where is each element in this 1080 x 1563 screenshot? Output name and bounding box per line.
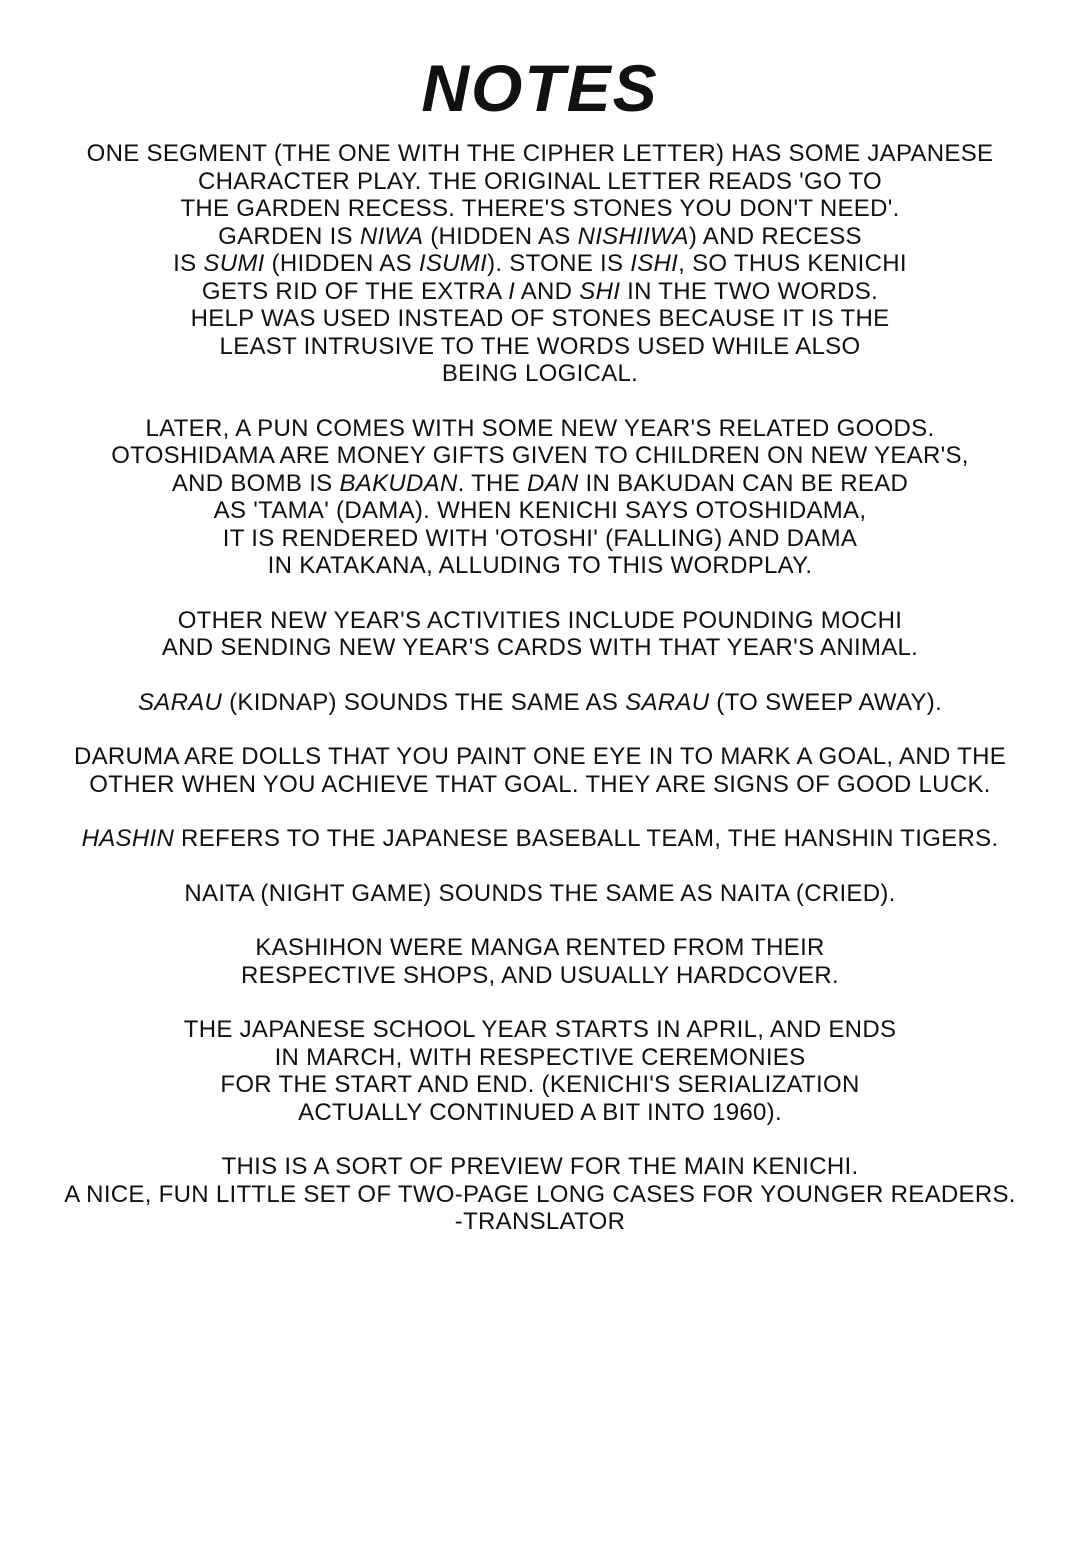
note-line: [60, 278, 1020, 306]
note-text: BEING LOGICAL.: [441, 360, 639, 387]
note-text: THIS IS A SORT OF PREVIEW FOR THE MAIN KENICHI.: [221, 1153, 859, 1180]
note-line: [60, 1153, 1020, 1181]
note-line: [60, 1044, 1020, 1072]
note-text: LATER, A PUN COMES WITH SOME NEW YEAR'S RELATED GOODS.: [145, 414, 935, 442]
note-text: REFERS TO THE JAPANESE BASEBALL TEAM, THE HANSHIN TIGERS.: [174, 825, 999, 852]
note-paragraph: [60, 880, 1020, 908]
note-line: [60, 1099, 1020, 1127]
note-paragraph: [60, 1016, 1020, 1126]
note-line: [60, 1071, 1020, 1099]
italic-term: SARAU: [625, 688, 710, 716]
note-paragraph: [60, 607, 1020, 662]
note-text: (HIDDEN AS: [423, 222, 578, 250]
note-line: [60, 1016, 1020, 1044]
notes-body: [60, 140, 1020, 1263]
note-text: , SO THUS KENICHI: [678, 250, 907, 277]
note-text: (KIDNAP) SOUNDS THE SAME AS: [222, 688, 626, 716]
note-text: KASHIHON WERE MANGA RENTED FROM THEIR: [255, 934, 825, 961]
note-line: [60, 140, 1020, 168]
note-paragraph: [60, 743, 1020, 798]
note-line: [60, 470, 1020, 498]
note-paragraph: [60, 689, 1020, 717]
italic-term: NISHIIWA: [577, 222, 689, 250]
note-text: AND SENDING NEW YEAR'S CARDS WITH THAT YEAR'S ANIMAL.: [161, 634, 919, 661]
note-line: [60, 333, 1020, 361]
note-line: [60, 442, 1020, 470]
note-paragraph: [60, 825, 1020, 853]
note-text: AS 'TAMA' (DAMA). WHEN KENICHI SAYS OTOSHIDAMA,: [213, 497, 867, 524]
note-line: [60, 689, 1020, 717]
note-text: (TO SWEEP AWAY).: [709, 688, 943, 716]
note-text: . THE: [457, 469, 527, 497]
page-title: NOTES: [421, 51, 659, 125]
note-text: -TRANSLATOR: [454, 1208, 626, 1235]
note-text: ACTUALLY CONTINUED A BIT INTO 1960).: [298, 1098, 782, 1126]
note-text: FOR THE START AND END. (KENICHI'S SERIALIZATION: [220, 1071, 860, 1098]
note-line: [60, 880, 1020, 908]
note-paragraph: [60, 1153, 1020, 1236]
note-line: [60, 934, 1020, 962]
italic-term: DAN: [526, 469, 579, 497]
note-text: A NICE, FUN LITTLE SET OF TWO-PAGE LONG CASES FOR YOUNGER READERS.: [64, 1180, 1016, 1208]
italic-term: BAKUDAN: [339, 469, 458, 497]
italic-term: SARAU: [137, 688, 223, 716]
note-paragraph: [60, 415, 1020, 580]
note-text: IN BAKUDAN CAN BE READ: [578, 469, 909, 497]
note-paragraph: [60, 140, 1020, 388]
note-text: THE GARDEN RECESS. THERE'S STONES YOU DON'T NEED'.: [180, 195, 900, 222]
note-line: [60, 525, 1020, 553]
note-text: HELP WAS USED INSTEAD OF STONES BECAUSE IT IS THE: [190, 305, 890, 332]
italic-term: HASHIN: [81, 825, 175, 852]
note-text: IN THE TWO WORDS.: [620, 277, 879, 305]
note-text: IN KATAKANA, ALLUDING TO THIS WORDPLAY.: [267, 552, 813, 579]
note-line: [60, 634, 1020, 662]
note-text: DARUMA ARE DOLLS THAT YOU PAINT ONE EYE IN TO MARK A GOAL, AND THE: [73, 743, 1007, 770]
note-text: (HIDDEN AS: [264, 250, 419, 277]
note-text: GARDEN IS: [218, 222, 360, 250]
note-line: [60, 1181, 1020, 1209]
note-text: OTHER WHEN YOU ACHIEVE THAT GOAL. THEY ARE SIGNS OF GOOD LUCK.: [89, 770, 991, 798]
italic-term: ISHI: [630, 250, 679, 277]
note-text: ONE SEGMENT (THE ONE WITH THE CIPHER LETTER) HAS SOME JAPANESE: [86, 140, 994, 167]
note-line: [60, 743, 1020, 771]
note-line: [60, 415, 1020, 443]
note-text: AND: [515, 277, 580, 305]
note-line: [60, 195, 1020, 223]
note-text: ). STONE IS: [487, 250, 631, 277]
note-text: AND BOMB IS: [171, 469, 340, 497]
note-line: [60, 250, 1020, 278]
note-text: OTOSHIDAMA ARE MONEY GIFTS GIVEN TO CHILDREN ON NEW YEAR'S,: [111, 442, 969, 469]
note-line: [60, 360, 1020, 388]
note-text: LEAST INTRUSIVE TO THE WORDS USED WHILE ALSO: [219, 332, 861, 360]
italic-term: ISUMI: [418, 250, 488, 277]
note-line: [60, 552, 1020, 580]
note-line: [60, 962, 1020, 990]
note-text: THE JAPANESE SCHOOL YEAR STARTS IN APRIL, AND ENDS: [183, 1016, 897, 1043]
italic-term: I: [508, 277, 516, 305]
italic-term: NIWA: [359, 222, 424, 250]
note-line: [60, 168, 1020, 196]
note-text: IT IS RENDERED WITH 'OTOSHI' (FALLING) AND DAMA: [222, 524, 858, 552]
italic-term: SHI: [579, 277, 621, 305]
note-paragraph: [60, 934, 1020, 989]
note-text: GETS RID OF THE EXTRA: [201, 277, 509, 305]
note-line: [60, 1208, 1020, 1236]
note-line: [60, 825, 1020, 853]
note-text: CHARACTER PLAY. THE ORIGINAL LETTER READS 'GO TO: [197, 167, 883, 195]
note-text: NAITA (NIGHT GAME) SOUNDS THE SAME AS NAITA (CRIED).: [184, 879, 896, 907]
note-line: [60, 607, 1020, 635]
italic-term: SUMI: [203, 250, 265, 277]
note-line: [60, 223, 1020, 251]
note-line: [60, 497, 1020, 525]
note-text: OTHER NEW YEAR'S ACTIVITIES INCLUDE POUNDING MOCHI: [177, 606, 903, 634]
note-text: RESPECTIVE SHOPS, AND USUALLY HARDCOVER.: [241, 961, 839, 989]
note-text: IN MARCH, WITH RESPECTIVE CEREMONIES: [274, 1043, 806, 1071]
note-text: IS: [173, 250, 204, 277]
note-text: ) AND RECESS: [688, 222, 862, 250]
note-line: [60, 305, 1020, 333]
note-line: [60, 771, 1020, 799]
